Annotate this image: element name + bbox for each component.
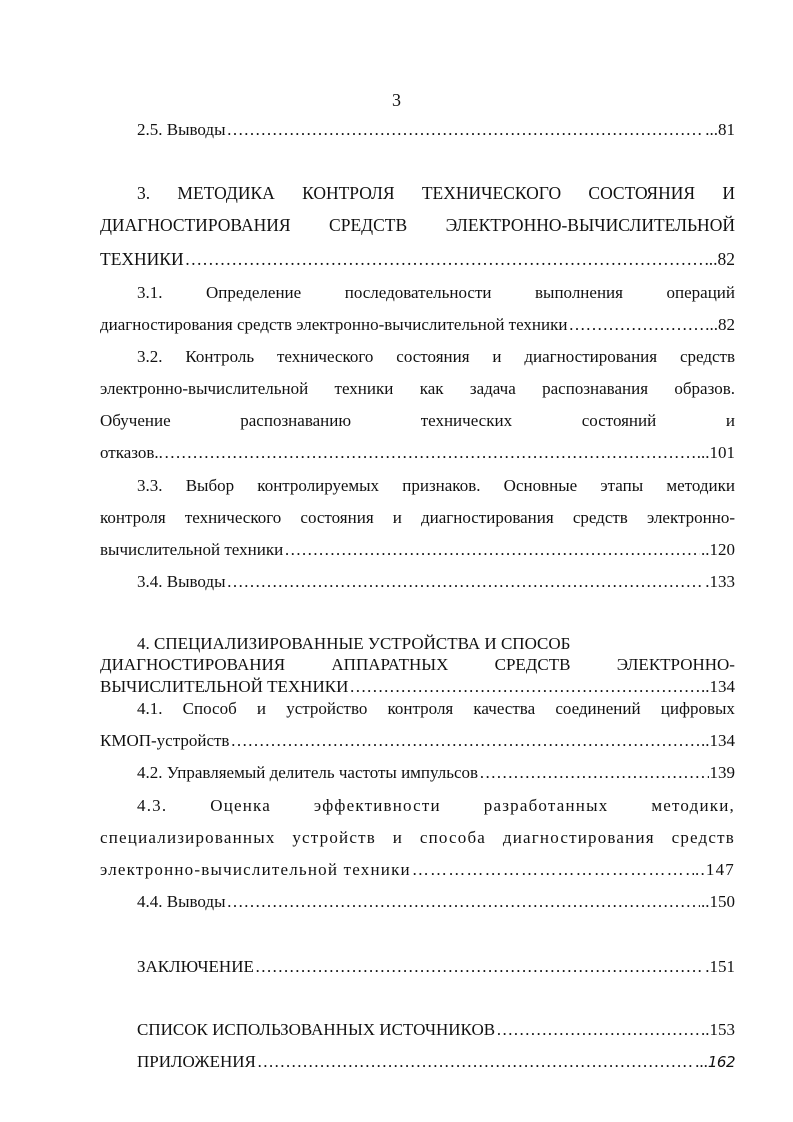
toc-word: ДИАГНОСТИРОВАНИЯ xyxy=(100,215,291,235)
toc-word: качества xyxy=(473,699,536,718)
toc-word: Оценка xyxy=(210,796,271,815)
toc-word: и xyxy=(256,699,267,718)
toc-entry-3-3-line-3 xyxy=(100,540,735,560)
toc-entry-4-1-line-1 xyxy=(137,699,735,719)
leader-dots xyxy=(349,677,700,697)
toc-word: разработанных xyxy=(483,796,609,815)
toc-word: контролируемых xyxy=(257,476,380,495)
leader-dots xyxy=(227,120,705,140)
toc-entry-label: отказов.. xyxy=(100,443,163,462)
toc-word: устройств xyxy=(292,828,376,847)
toc-entry-label: 4.2. Управляемый делитель частоты импульсов xyxy=(137,763,479,782)
toc-entry-4-2 xyxy=(137,763,735,783)
toc-word: операций xyxy=(666,283,735,302)
toc-word: ДИАГНОСТИРОВАНИЯ xyxy=(100,655,286,674)
toc-entry-4-3-line-2 xyxy=(100,828,735,848)
toc-word: 3.1. xyxy=(137,283,163,302)
toc-entry-page: ...81 xyxy=(705,120,735,139)
toc-word: средств xyxy=(572,508,628,527)
toc-entry-page-dots: ... xyxy=(695,1052,708,1071)
toc-entry-label: ВЫЧИСЛИТЕЛЬНОЙ ТЕХНИКИ xyxy=(100,677,349,696)
toc-entry-label: 3.4. Выводы xyxy=(137,572,226,591)
toc-word: образов. xyxy=(674,379,735,398)
toc-word: распознаванию xyxy=(240,411,352,430)
toc-word: выполнения xyxy=(535,283,623,302)
toc-word: и xyxy=(492,347,502,366)
toc-entry-page: ..153 xyxy=(701,1020,735,1039)
toc-word: диагностирования xyxy=(502,828,655,847)
leader-dots xyxy=(185,249,708,269)
toc-word: 3.2. xyxy=(137,347,163,366)
leader-dots xyxy=(479,763,708,783)
toc-word: как xyxy=(419,379,444,398)
leader-dots xyxy=(227,572,705,592)
toc-word: СРЕДСТВ xyxy=(329,215,408,235)
toc-entry-label: СПИСОК ИСПОЛЬЗОВАННЫХ ИСТОЧНИКОВ xyxy=(137,1020,496,1039)
toc-word: 4.1. xyxy=(137,699,163,718)
toc-word: методики xyxy=(666,476,735,495)
toc-word: средств xyxy=(679,347,735,366)
toc-word: способа xyxy=(419,828,487,847)
toc-entry-label: ТЕХНИКИ xyxy=(100,249,184,269)
toc-word: Определение xyxy=(206,283,302,302)
toc-word: Обучение xyxy=(100,411,171,430)
toc-entry-3-3-line-2 xyxy=(100,508,735,528)
toc-chapter-3-line-1 xyxy=(137,183,735,203)
toc-word: КОНТРОЛЯ xyxy=(302,183,395,203)
toc-word: средств xyxy=(671,828,735,847)
handwritten-page-number: 162 xyxy=(707,1053,735,1071)
toc-chapter-4-line-3 xyxy=(100,677,735,697)
toc-entry-label: вычислительной техники xyxy=(100,540,284,559)
toc-entry-3-2-line-2 xyxy=(100,379,735,399)
toc-entry-page: ..82 xyxy=(709,315,735,334)
page-number: 3 xyxy=(392,90,401,110)
toc-word: соединений xyxy=(555,699,641,718)
leader-dots xyxy=(255,957,704,977)
toc-word: признаков. xyxy=(402,476,481,495)
toc-word: СОСТОЯНИЯ xyxy=(588,183,696,203)
toc-word: состояния xyxy=(396,347,470,366)
toc-entry-4-3-line-3 xyxy=(100,860,735,880)
toc-entry-2-5 xyxy=(137,120,735,140)
toc-word: контроля xyxy=(100,508,166,527)
toc-word: состояния xyxy=(300,508,374,527)
toc-word: технического xyxy=(184,508,282,527)
leader-dots xyxy=(227,892,700,912)
toc-word: Основные xyxy=(503,476,578,495)
toc-word: электронно-вычислительной xyxy=(100,379,309,398)
toc-word: АППАРАТНЫХ xyxy=(331,655,449,674)
toc-entry-3-4 xyxy=(137,572,735,592)
toc-entry-3-1-line-1 xyxy=(137,283,735,303)
toc-entry-page: .151 xyxy=(705,957,735,976)
leader-dots xyxy=(284,540,700,560)
toc-word: МЕТОДИКА xyxy=(177,183,275,203)
leader-dots xyxy=(412,860,694,880)
toc-entry-label: электронно-вычислительной техники xyxy=(100,860,411,879)
toc-word: технического xyxy=(276,347,374,366)
toc-entry-3-2-line-4 xyxy=(100,443,735,463)
toc-word: устройство xyxy=(286,699,368,718)
toc-word: Способ xyxy=(182,699,237,718)
toc-entry-label: КМОП-устройств xyxy=(100,731,230,750)
toc-word: этапы xyxy=(600,476,644,495)
toc-word: ЭЛЕКТРОННО-ВЫЧИСЛИТЕЛЬНОЙ xyxy=(445,215,735,235)
toc-word: последовательности xyxy=(344,283,492,302)
toc-word: ЭЛЕКТРОННО- xyxy=(616,655,735,674)
toc-entry-label: ПРИЛОЖЕНИЯ xyxy=(137,1052,256,1071)
toc-word: и xyxy=(392,828,404,847)
toc-entry-label: диагностирования средств электронно-вычислительной техники xyxy=(100,315,568,334)
leader-dots xyxy=(230,731,700,751)
toc-word: состояний xyxy=(581,411,657,430)
toc-word: диагностирования xyxy=(420,508,554,527)
toc-word: распознавания xyxy=(542,379,649,398)
toc-chapter-3-line-3 xyxy=(100,249,735,269)
leader-dots xyxy=(568,315,708,335)
toc-entry-appendices xyxy=(137,1052,735,1072)
toc-entry-page: .133 xyxy=(705,572,735,591)
toc-word: И xyxy=(722,183,735,203)
toc-word: и xyxy=(725,411,735,430)
toc-entry-label: 4.4. Выводы xyxy=(137,892,226,911)
toc-word: цифровых xyxy=(660,699,735,718)
toc-chapter-4-line-2 xyxy=(100,655,735,675)
toc-chapter-3-line-2 xyxy=(100,215,735,235)
toc-word: методики, xyxy=(651,796,735,815)
toc-entry-4-1-line-2 xyxy=(100,731,735,751)
toc-word: контроля xyxy=(387,699,454,718)
toc-word: 4.3. xyxy=(137,796,168,815)
leader-dots xyxy=(496,1020,700,1040)
toc-entry-conclusion xyxy=(137,957,735,977)
toc-word: задача xyxy=(469,379,516,398)
toc-chapter-4-line-1: 4. СПЕЦИАЛИЗИРОВАННЫЕ УСТРОЙСТВА И СПОСОБ xyxy=(137,634,571,653)
toc-entry-4-3-line-1 xyxy=(137,796,735,816)
toc-word: Контроль xyxy=(185,347,255,366)
toc-word: эффективности xyxy=(313,796,441,815)
toc-entry-page: ..82 xyxy=(708,249,735,269)
toc-word: Выбор xyxy=(185,476,235,495)
toc-word: СРЕДСТВ xyxy=(494,655,571,674)
toc-entry-3-2-line-1 xyxy=(137,347,735,367)
toc-entry-page: ..134 xyxy=(701,731,735,750)
toc-word: 3. xyxy=(137,183,151,203)
toc-word: специализированных xyxy=(100,828,276,847)
toc-entry-label: 2.5. Выводы xyxy=(137,120,226,139)
toc-entry-references xyxy=(137,1020,735,1040)
toc-word: техники xyxy=(334,379,394,398)
leader-dots xyxy=(164,443,696,463)
toc-entry-3-2-line-3 xyxy=(100,411,735,431)
leader-dots xyxy=(257,1052,694,1072)
toc-entry-page: ..147 xyxy=(695,860,735,879)
toc-entry-page: ..134 xyxy=(701,677,735,696)
toc-word: 3.3. xyxy=(137,476,163,495)
toc-entry-label: ЗАКЛЮЧЕНИЕ xyxy=(137,957,254,976)
toc-entry-page: ..150 xyxy=(701,892,735,911)
toc-word: электронно- xyxy=(646,508,735,527)
toc-word: ТЕХНИЧЕСКОГО xyxy=(421,183,562,203)
toc-word: технических xyxy=(420,411,513,430)
toc-entry-page: 139 xyxy=(709,763,735,782)
toc-entry-3-3-line-1 xyxy=(137,476,735,496)
toc-entry-page: ...101 xyxy=(696,443,735,462)
toc-word: и xyxy=(392,508,402,527)
toc-entry-page: ..120 xyxy=(701,540,735,559)
toc-word: диагностирования xyxy=(524,347,658,366)
toc-entry-3-1-line-2 xyxy=(100,315,735,335)
toc-entry-4-4 xyxy=(137,892,735,912)
